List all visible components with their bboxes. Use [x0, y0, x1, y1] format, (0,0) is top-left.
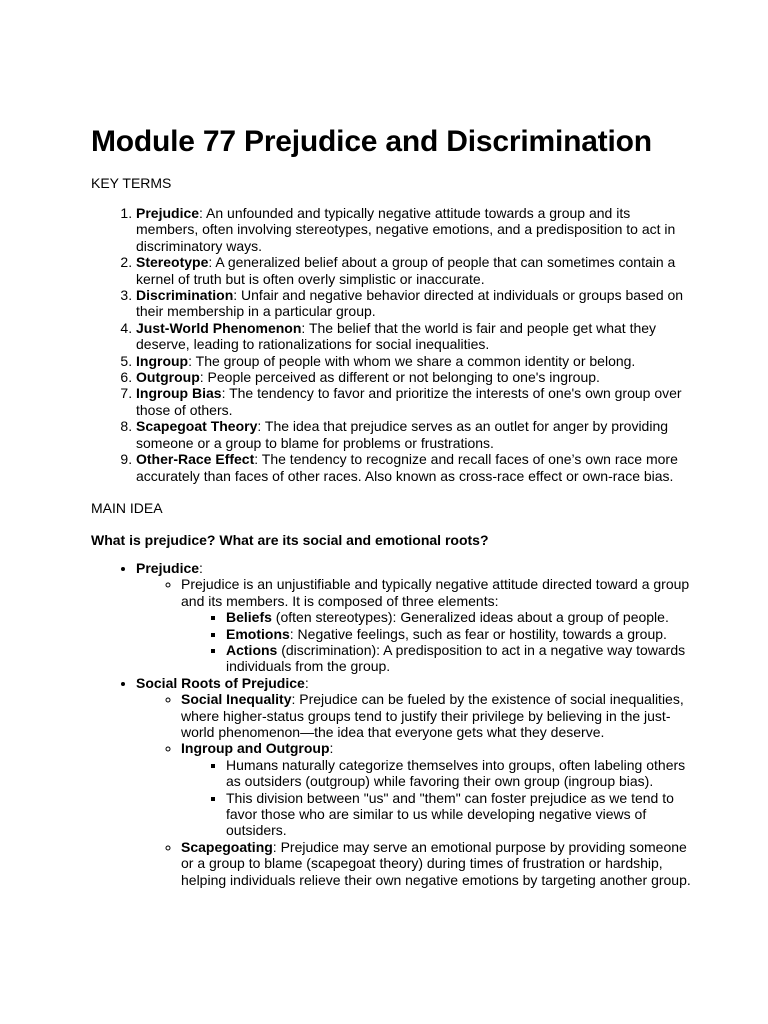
key-term-item	[136, 205, 691, 254]
list-item	[226, 609, 691, 625]
key-term-item	[136, 451, 691, 484]
list-item: ▪ This division between "us" and "them" can foster prejudice as we tend to favor those who are similar to us while developing negative views of outsiders.	[226, 790, 691, 839]
key-term-item	[136, 254, 691, 287]
key-term: Other-Race Effect	[136, 451, 255, 468]
key-term: Ingroup	[136, 352, 189, 369]
key-term-definition: : People perceived as different or not belonging to one's ingroup.	[199, 369, 600, 386]
key-term: Prejudice	[136, 205, 200, 221]
key-term-definition: : The group of people with whom we share a common identity or belong.	[188, 352, 636, 369]
list-item-social-roots	[136, 675, 691, 888]
list-item-prejudice	[136, 560, 691, 675]
key-term-definition: : The tendency to recognize and recall faces of one’s own race more accurately than faces of other races. Also known as cross-race effect or own-race bias.	[136, 451, 678, 484]
key-terms-label: KEY TERMS	[91, 175, 172, 191]
main-idea-list	[91, 560, 691, 888]
key-term-definition: : A generalized belief about a group of people that can sometimes contain a kernel of truth but is often overly simplistic or inaccurate.	[136, 254, 676, 287]
prejudice-elements-list	[181, 609, 691, 675]
key-term-item	[136, 385, 691, 418]
element-definition: : Negative feelings, such as fear or hostility, towards a group.	[289, 625, 667, 642]
key-term: Stereotype	[136, 254, 209, 271]
subtopic-definition: : Prejudice may serve an emotional purpose by providing someone or a group to blame (scapegoat theory) during times of frustration or hardship, helping individuals relieve their own negative emotions by targeting another group.	[181, 838, 691, 888]
element-term: Actions	[226, 641, 278, 658]
prejudice-definition: Prejudice is an unjustifiable and typically negative attitude directed toward a group and its members. It is composed of three elements:	[181, 576, 690, 609]
key-term: Ingroup Bias	[136, 385, 222, 402]
subtopic-term: Social Inequality	[181, 691, 292, 708]
prejudice-sublist	[136, 576, 691, 674]
key-term-definition: : The tendency to favor and prioritize the interests of one's own group over those of others.	[136, 385, 682, 418]
subtopic-term: Scapegoating	[181, 838, 273, 855]
key-term-definition: : The idea that prejudice serves as an outlet for anger by providing someone or a group to blame for problems or frustrations.	[136, 418, 669, 451]
key-term-item	[136, 287, 691, 320]
document-content	[91, 123, 691, 888]
list-item	[181, 691, 691, 740]
main-idea-label: MAIN IDEA	[91, 499, 163, 516]
section-question: What is prejudice? What are its social and emotional roots?	[91, 531, 489, 548]
key-term-item	[136, 320, 691, 353]
list-item	[181, 839, 691, 888]
ingroup-outgroup-points	[181, 757, 691, 839]
list-item	[226, 642, 691, 675]
list-item: ▪ Humans naturally categorize themselves into groups, often labeling others as outsiders (outgroup) while favoring their own group (ingroup bias).	[226, 757, 691, 790]
social-roots-heading: Social Roots of Prejudice	[136, 674, 305, 691]
key-term: Scapegoat Theory	[136, 418, 258, 435]
key-term-item	[136, 353, 691, 369]
key-term: Outgroup	[136, 369, 200, 386]
key-term-item	[136, 369, 691, 385]
key-term: Discrimination	[136, 287, 234, 304]
key-term-definition: : The belief that the world is fair and people get what they deserve, leading to rationalizations for social inequalities.	[136, 319, 657, 353]
element-definition: (discrimination): A predisposition to act in a negative way towards individuals from the group.	[226, 641, 686, 675]
element-definition: (often stereotypes): Generalized ideas about a group of people.	[271, 609, 669, 626]
element-term: Beliefs	[226, 609, 272, 626]
heading-colon: :	[304, 674, 309, 691]
prejudice-heading: Prejudice	[136, 559, 200, 576]
subtopic-definition: : Prejudice can be fueled by the existence of social inequalities, where higher-status groups tend to justify their privilege by believing in the just-world phenomenon—the idea that everyone gets what they deserve.	[181, 691, 684, 740]
list-item	[226, 626, 691, 642]
heading-colon: :	[329, 740, 334, 757]
page-title: Module 77 Prejudice and Discrimination	[91, 125, 652, 158]
element-term: Emotions	[226, 625, 290, 642]
social-roots-sublist	[136, 691, 691, 888]
list-item	[181, 576, 691, 674]
key-term-definition: : Unfair and negative behavior directed at individuals or groups based on their membership in a particular group.	[136, 287, 684, 320]
key-terms-list	[91, 205, 691, 484]
key-term-item	[136, 418, 691, 451]
subtopic-term: Ingroup and Outgroup	[181, 740, 330, 757]
key-term: Just-World Phenomenon	[136, 319, 302, 336]
heading-colon: :	[199, 559, 203, 576]
list-item	[181, 740, 691, 838]
key-term-definition: : An unfounded and typically negative attitude towards a group and its members, often involving stereotypes, negative emotions, and a predisposition to act in discriminatory ways.	[136, 205, 676, 254]
